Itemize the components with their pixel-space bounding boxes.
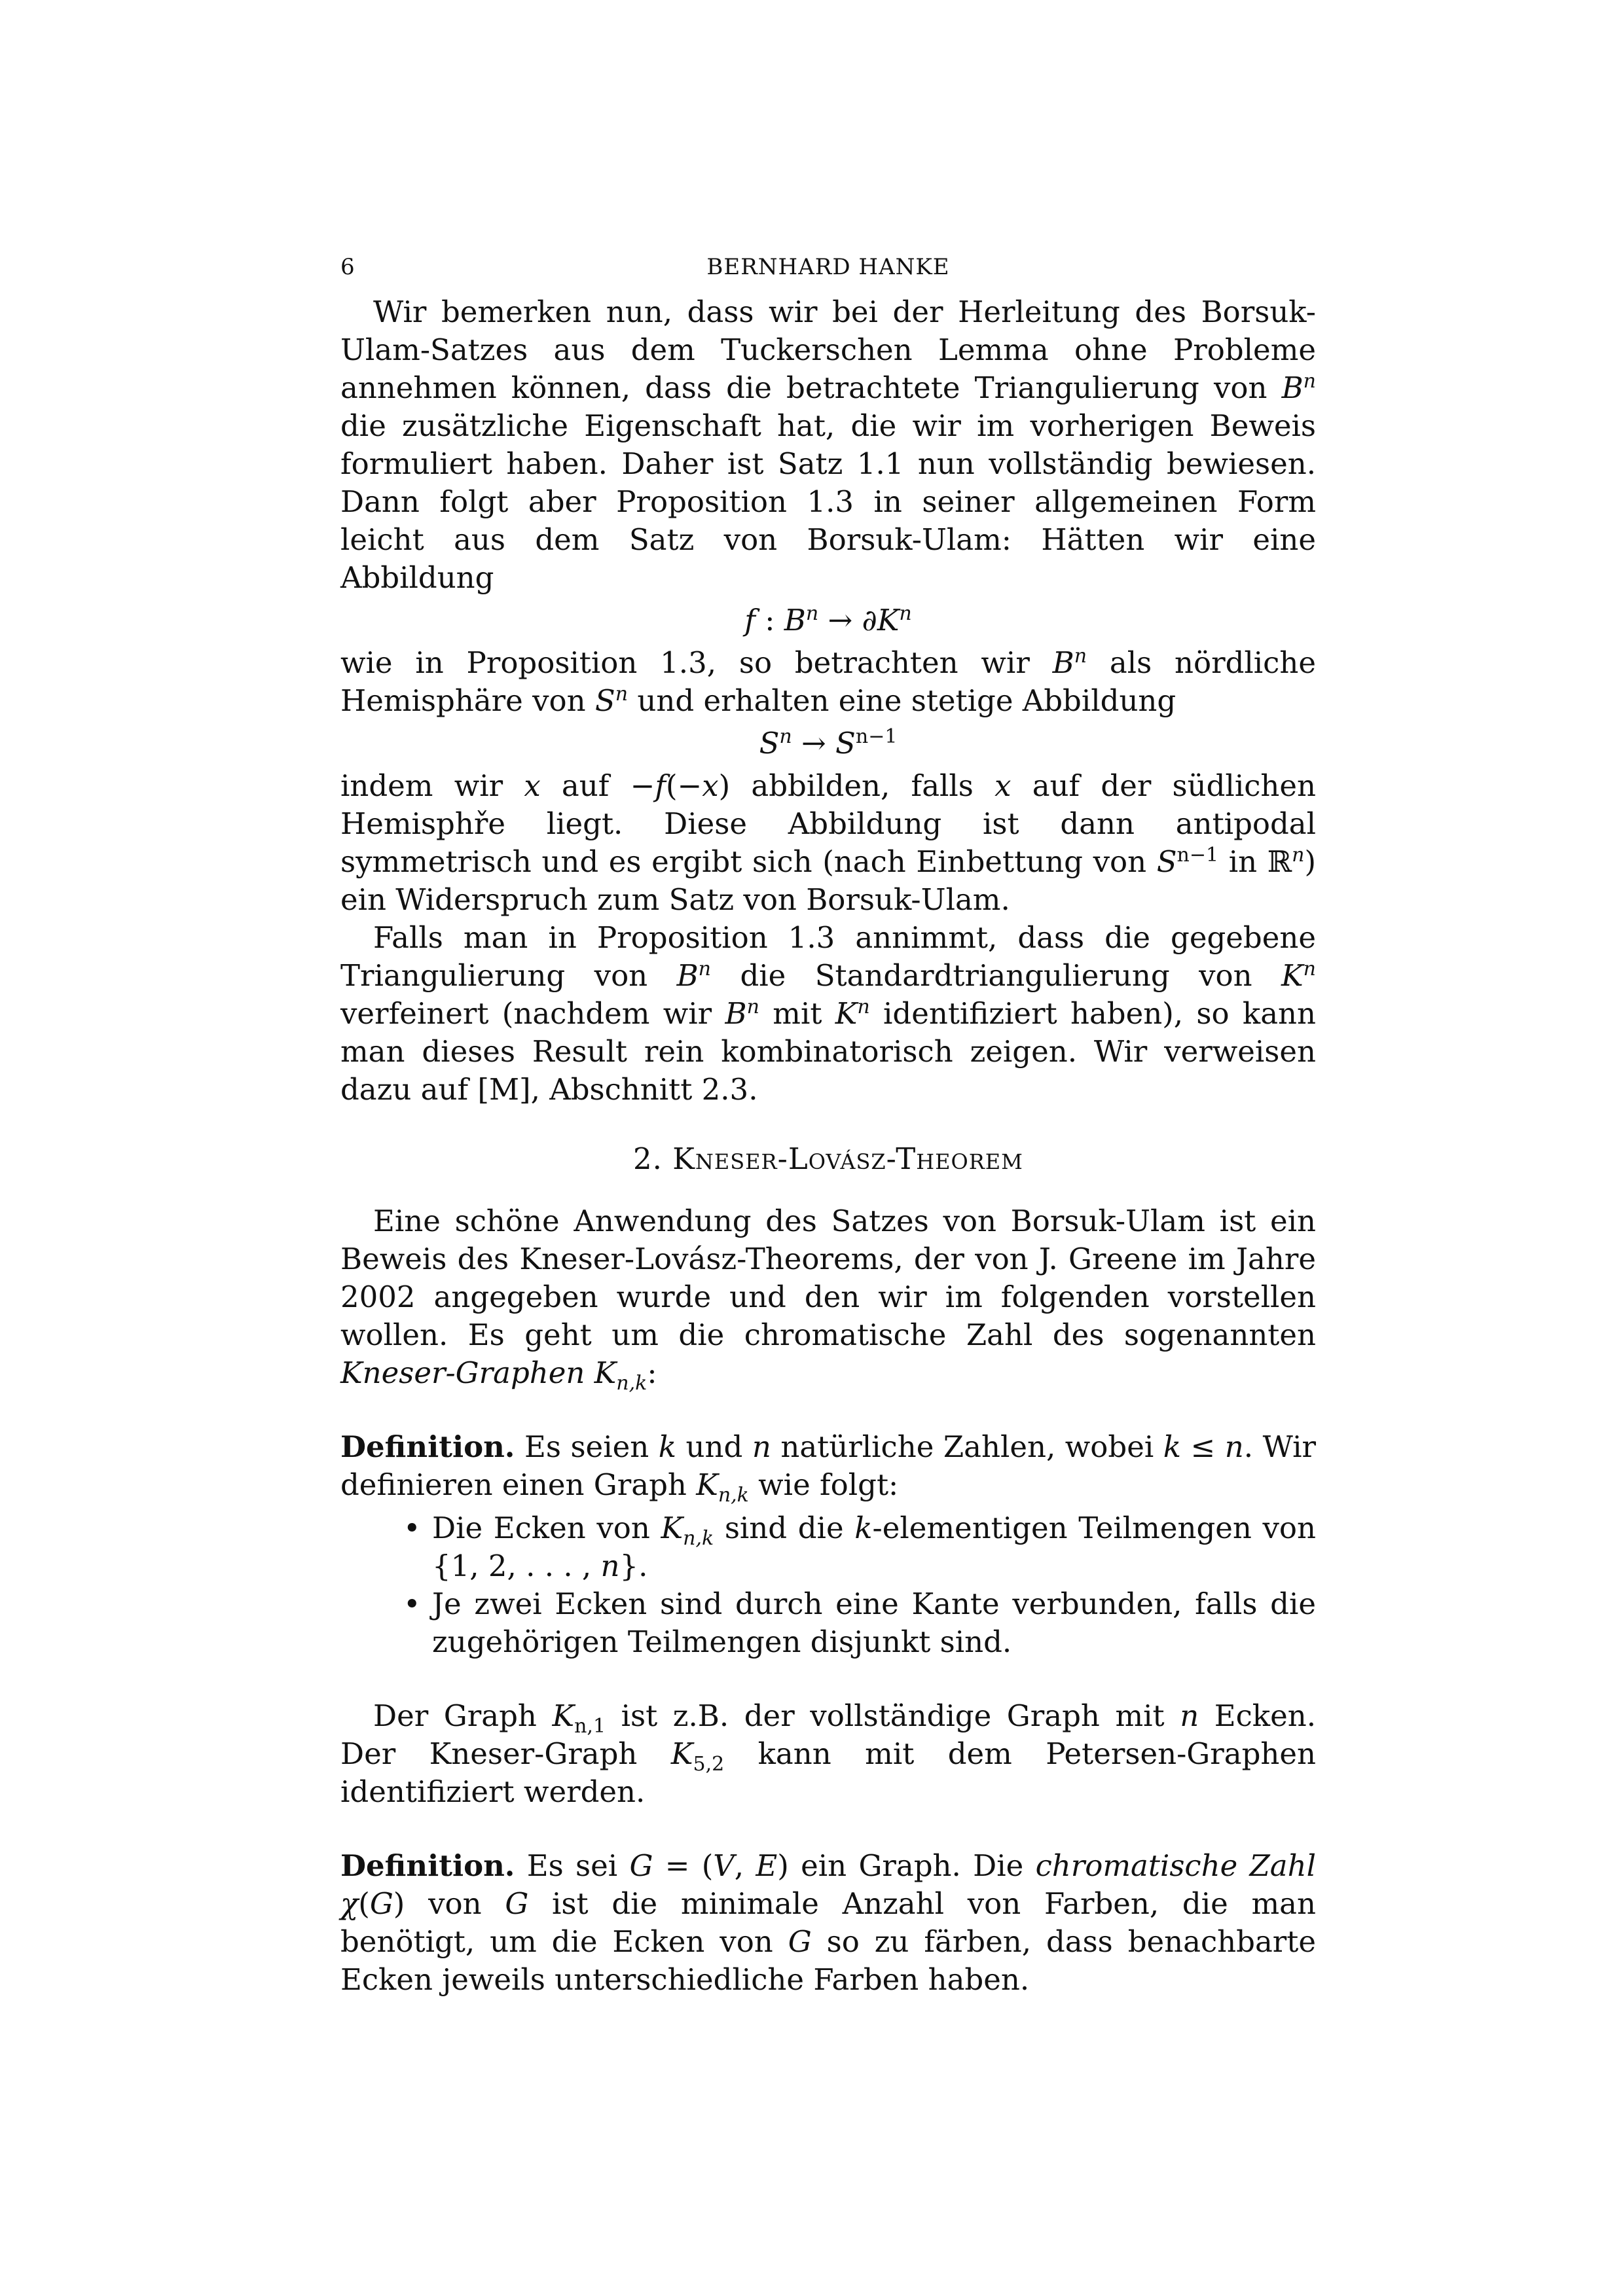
definition-chromatic-number xyxy=(340,1847,1316,1999)
paragraph-4: Falls man in Proposition 1.3 annimmt, dass die gegebene Triangulierung von $B^n$ die Standardtriangulierung von $K^n$ verfeinert (nachdem wir $B^n$ mit $K^n$ identifiziert haben), so kann man dieses Result rein kombinatorisch zeigen. Wir verweisen dazu auf [M], Abschnitt 2.3. xyxy=(340,920,1316,1107)
running-title: BERNHARD HANKE xyxy=(706,254,950,280)
page-header xyxy=(340,254,1316,293)
list-item: • Je zwei Ecken sind durch eine Kante verbunden, falls die zugehörigen Teilmengen disjunkt sind. xyxy=(403,1587,1316,1659)
section-heading: 2. Kneser-Lovász-Theorem xyxy=(633,1141,1023,1176)
bullet-icon: • xyxy=(403,1587,421,1621)
bullet-icon: • xyxy=(403,1511,421,1545)
list-item: • Die Ecken von $K_{n,k}$ sind die k-elementigen Teilmengen von {1, 2, . . . , n}. xyxy=(403,1511,1317,1583)
page-number: 6 xyxy=(340,254,356,280)
definition-label: Definition. xyxy=(340,1429,515,1464)
paragraph-1: Wir bemerken nun, dass wir bei der Herleitung des Borsuk-Ulam-Satzes aus dem Tuckerschen Lemma ohne Probleme annehmen können, dass die betrachtete Triangulierung von $B^n$ die zusätzliche Eigenschaft hat, die wir im vorherigen Beweis formuliert haben. Daher ist Satz 1.1 nun vollständig bewiesen. Dann folgt aber Proposition 1.3 in seiner allgemeinen Form leicht aus dem Satz von Borsuk-Ulam: Hätten wir eine Abbildung xyxy=(340,295,1316,595)
example-block xyxy=(340,1697,1316,1811)
paragraph-3: indem wir x auf −f(−x) abbilden, falls x auf der südlichen Hemisphře liegt. Diese Abbildung ist dann antipodal symmetrisch und es ergibt sich (nach Einbettung von $S^{n-1}$ in ℝ$^n$) ein Widerspruch zum Satz von Borsuk-Ulam. xyxy=(340,768,1317,917)
definition-2-text: Definition. Es sei G = (V, E) ein Graph. Die chromatische Zahl χ(G) von G ist die minimale Anzahl von Farben, die man benötigt, um die Ecken von G so zu färben, dass benachbarte Ecken jeweils unterschiedliche Farben haben. xyxy=(340,1848,1317,1997)
display-equation-1: f : $B^n \to \partial K^n$ xyxy=(744,602,912,637)
paragraph-6: Der Graph $K_{n,1}$ ist z.B. der vollständige Graph mit n Ecken. Der Kneser-Graph $K_{5,2}$ kann mit dem Petersen-Graphen identifiziert werden. xyxy=(340,1698,1316,1809)
display-equation-2: $S^n \to S^{n-1}$ xyxy=(759,725,898,761)
definition-label: Definition. xyxy=(340,1848,515,1883)
paragraph-2: wie in Proposition 1.3, so betrachten wir $B^n$ als nördliche Hemisphäre von $S^n$ und erhalten eine stetige Abbildung xyxy=(340,645,1316,718)
definition-1-text: Definition. Es seien k und n natürliche Zahlen, wobei k ≤ n. Wir definieren einen Graph $K_{n,k}$ wie folgt: xyxy=(340,1429,1316,1507)
paragraph-5: Eine schöne Anwendung des Satzes von Borsuk-Ulam ist ein Beweis des Kneser-Lovász-Theorems, der von J. Greene im Jahre 2002 angegeben wurde und den wir im folgenden vorstellen wollen. Es geht um die chromatische Zahl des sogenannten Kneser-Graphen $K_{n,k}$: xyxy=(340,1204,1316,1395)
definition-1-list xyxy=(340,1509,1316,1661)
document-page xyxy=(340,254,1316,1999)
definition-kneser-graph xyxy=(340,1428,1316,1661)
